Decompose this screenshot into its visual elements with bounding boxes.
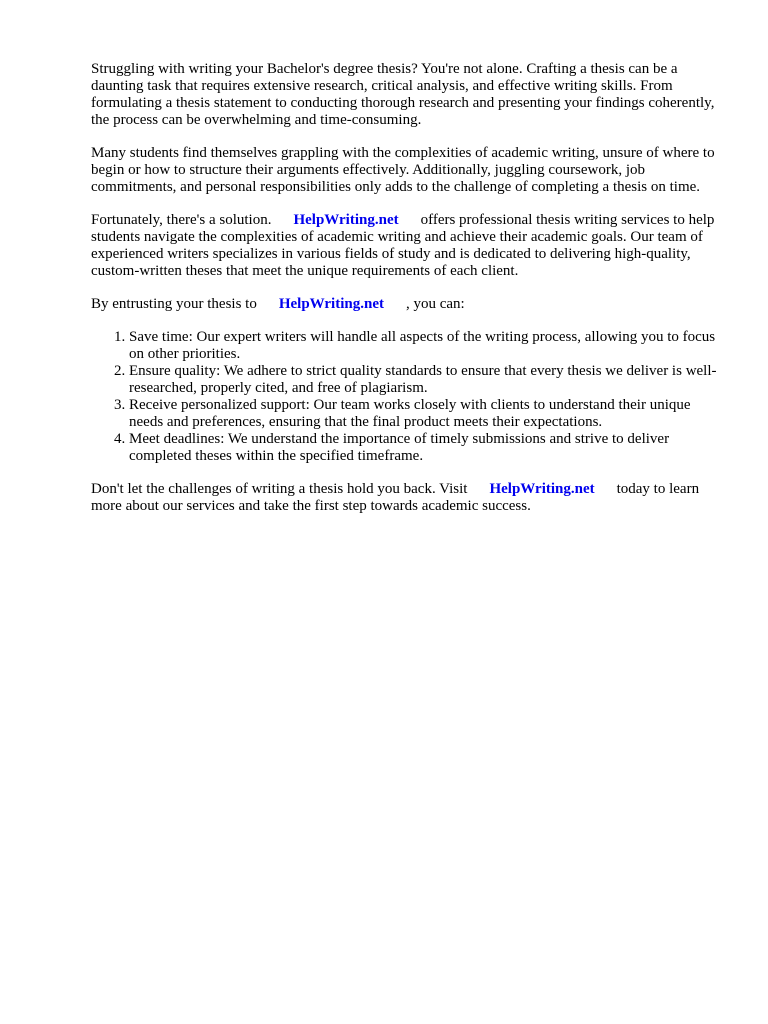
paragraph-solution-rest: offers professional thesis writing services to help students navigate the complexities of academic writing and achieve their academic goals. Our team of experienced writers specializes in various fields of study and is dedicated to delivering high-quality, custom-written theses that meet the unique requirements of each client. xyxy=(91,212,715,279)
helpwriting-link[interactable]: HelpWriting.net xyxy=(489,481,595,497)
helpwriting-link[interactable]: HelpWriting.net xyxy=(293,212,399,228)
paragraph-closing xyxy=(91,481,723,515)
paragraph-entrust xyxy=(91,296,723,313)
paragraph-solution xyxy=(91,212,723,280)
paragraph-intro: Struggling with writing your Bachelor's degree thesis? You're not alone. Crafting a thesis can be a daunting task that requires extensive research, critical analysis, and effective writing skills. From formulating a thesis statement to conducting thorough research and presenting your findings coherently, the process can be overwhelming and time-consuming. xyxy=(91,61,715,128)
document-body xyxy=(91,61,723,531)
list-item: 4. Meet deadlines: We understand the importance of timely submissions and strive to deliver completed theses within the specified timeframe. xyxy=(129,431,723,465)
helpwriting-link[interactable]: HelpWriting.net xyxy=(278,296,384,312)
list-item: 1. Save time: Our expert writers will handle all aspects of the writing process, allowing you to focus on other priorities. xyxy=(129,329,723,363)
list-item: 3. Receive personalized support: Our team works closely with clients to understand their unique needs and preferences, ensuring that the final product meets their expectations. xyxy=(129,397,723,431)
paragraph-solution-lead: Fortunately, there's a solution. xyxy=(91,212,272,228)
paragraph-entrust-lead: By entrusting your thesis to xyxy=(91,296,257,312)
paragraph-closing-rest: today to learn more about our services and take the first step towards academic success. xyxy=(91,481,700,514)
benefits-list xyxy=(91,329,723,465)
paragraph-entrust-rest: , you can: xyxy=(405,296,465,312)
paragraph-closing-lead: Don't let the challenges of writing a thesis hold you back. Visit xyxy=(91,481,468,497)
list-item: 2. Ensure quality: We adhere to strict quality standards to ensure that every thesis we deliver is well-researched, properly cited, and free of plagiarism. xyxy=(129,363,723,397)
paragraph-challenges: Many students find themselves grappling with the complexities of academic writing, unsure of where to begin or how to structure their arguments effectively. Additionally, juggling coursework, job commitments, and personal responsibilities only adds to the challenge of completing a thesis on time. xyxy=(91,145,715,195)
